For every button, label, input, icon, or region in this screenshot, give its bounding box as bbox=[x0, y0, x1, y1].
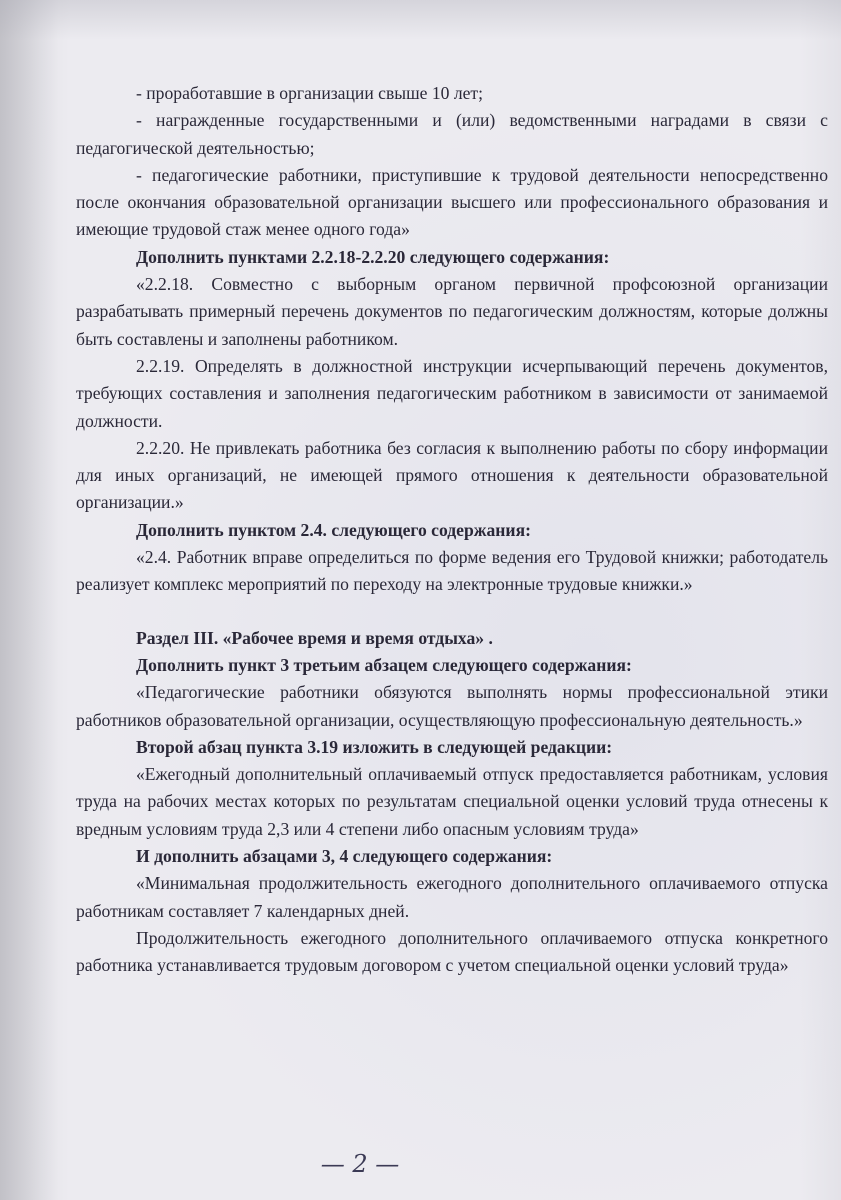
paragraph-young-specialists: - педагогические работники, приступившие к трудовой деятельности непосредственно после окончания образовательной организации высшего или профессионального образования и имеющие трудовой стаж менее одного года» bbox=[76, 164, 828, 240]
paragraph-leave-duration: Продолжительность ежегодного дополнительного оплачиваемого отпуска конкретного работника устанавливается трудовым договором с учетом специальной оценки условий труда» bbox=[76, 927, 828, 976]
paragraph-state-awards: - награжденные государственными и (или) ведомственными наградами в связи с педагогической деятельностью; bbox=[76, 110, 828, 158]
document-body bbox=[76, 80, 828, 980]
heading-add-2-4: Дополнить пунктом 2.4. следующего содержания: bbox=[136, 519, 531, 540]
paragraph-min-leave: «Минимальная продолжительность ежегодного дополнительного оплачиваемого отпуска работникам составляет 7 календарных дней. bbox=[76, 873, 828, 921]
paragraph-ethics: «Педагогические работники обязуются выполнять нормы профессиональной этики работников образовательной организации, осуществляющую профессиональную деятельность.» bbox=[76, 682, 828, 730]
paragraph-2-2-19: 2.2.19. Определять в должностной инструкции исчерпывающий перечень документов, требующих составления и заполнения педагогическим работником в зависимости от занимаемой должности. bbox=[76, 355, 828, 431]
heading-3-19: Второй абзац пункта 3.19 изложить в следующей редакции: bbox=[136, 736, 613, 757]
heading-add-3-third: Дополнить пункт 3 третьим абзацем следующего содержания: bbox=[136, 654, 632, 675]
scan-top-shadow bbox=[0, 0, 841, 40]
scan-edge-shadow bbox=[0, 0, 58, 1200]
paragraph-2-2-20: 2.2.20. Не привлекать работника без согласия к выполнению работы по сбору информации для иных организаций, не имеющей прямого отношения к деятельности образовательной организации.» bbox=[76, 437, 828, 513]
heading-add-2-2-18: Дополнить пунктами 2.2.18-2.2.20 следующего содержания: bbox=[136, 246, 610, 267]
section-title-3: Раздел III. «Рабочее время и время отдыха» . bbox=[136, 627, 493, 648]
paragraph-length-of-service: - проработавшие в организации свыше 10 лет; bbox=[136, 83, 483, 103]
paragraph-2-2-18: «2.2.18. Совместно с выборным органом первичной профсоюзной организации разрабатывать примерный перечень документов по педагогическим должностям, которые должны быть составлены и заполнены работником. bbox=[76, 274, 828, 349]
paragraph-2-4: «2.4. Работник вправе определиться по форме ведения его Трудовой книжки; работодатель реализует комплекс мероприятий по переходу на электронные трудовые книжки.» bbox=[76, 547, 828, 595]
heading-add-3-4: И дополнить абзацами 3, 4 следующего содержания: bbox=[136, 846, 553, 867]
paragraph-3-19: «Ежегодный дополнительный оплачиваемый отпуск предоставляется работникам, условия труда на рабочих местах которых по результатам специальной оценки условий труда отнесены к вредным условиям труда 2,3 или 4 степени либо опасным условиям труда» bbox=[76, 764, 828, 839]
page-number: — 2 — bbox=[320, 1150, 400, 1178]
